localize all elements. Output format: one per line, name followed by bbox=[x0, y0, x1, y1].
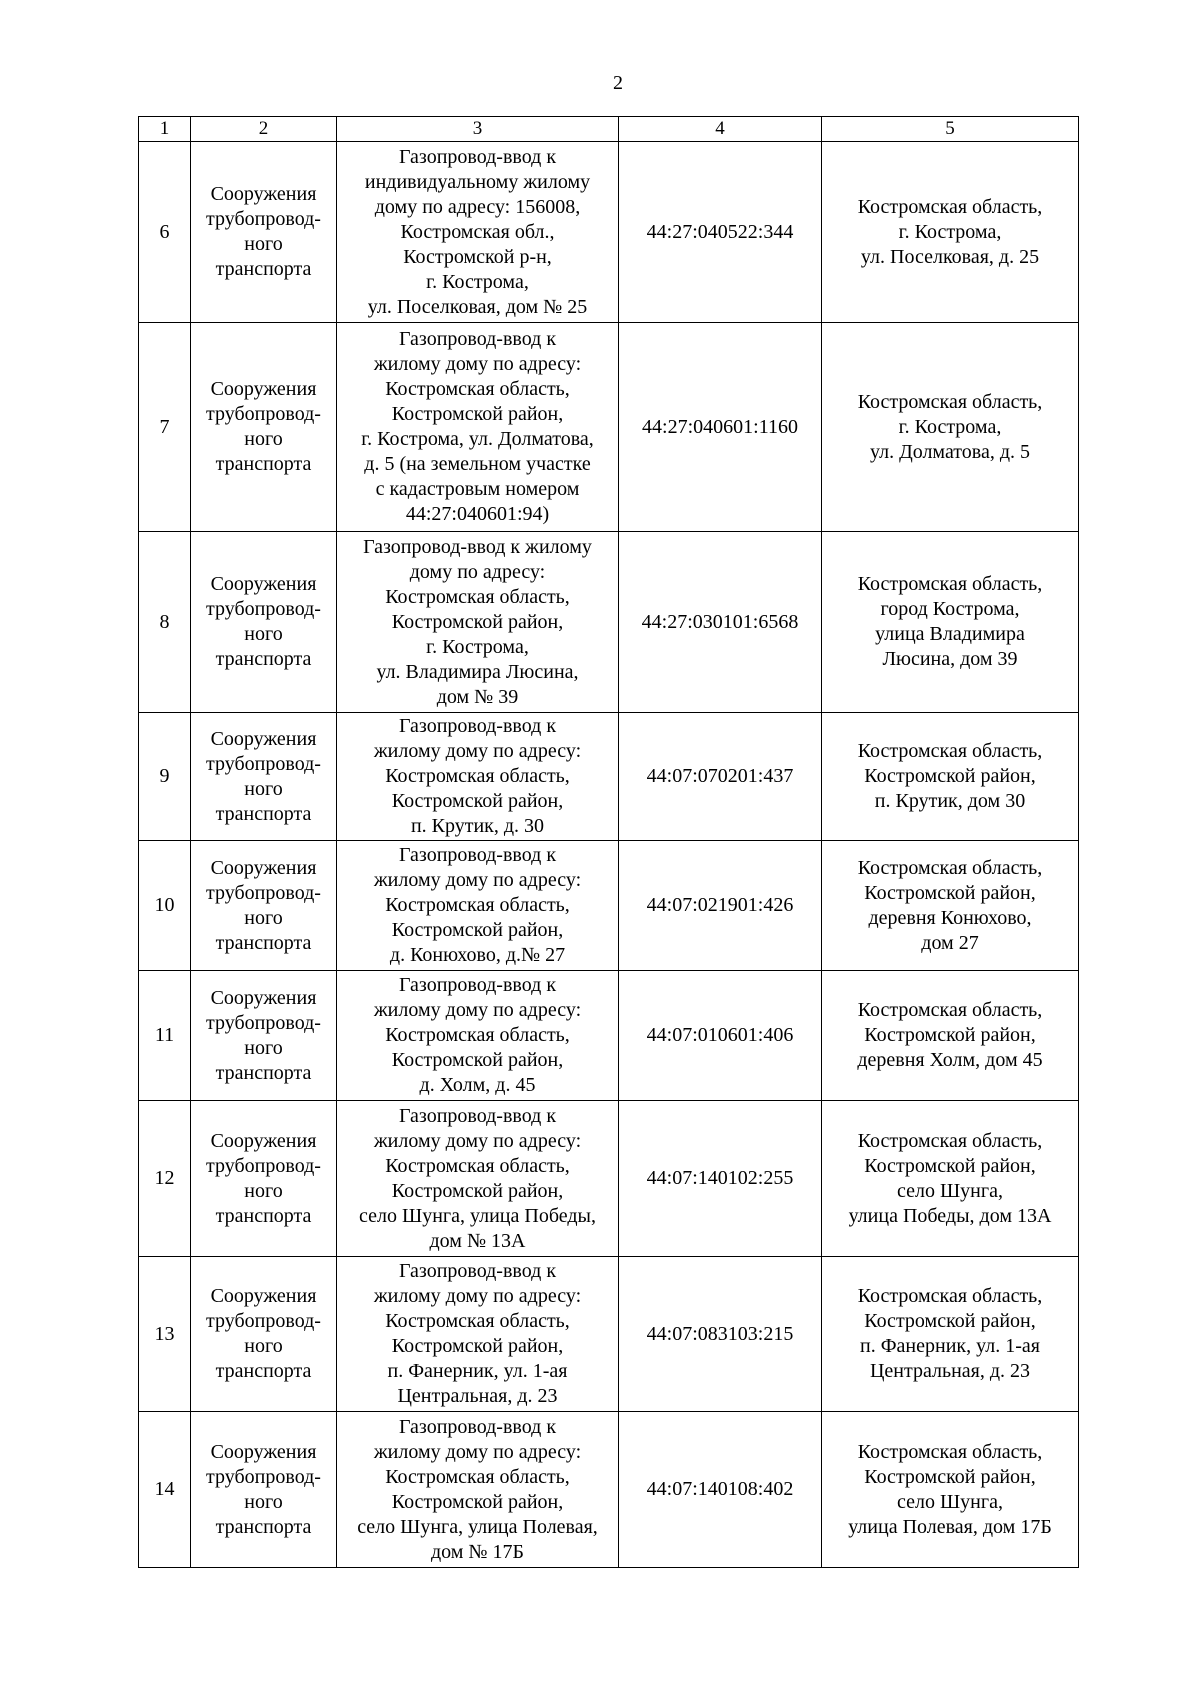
object-type: Сооружения трубопровод- ного транспорта bbox=[191, 971, 337, 1101]
table-row bbox=[139, 841, 1079, 971]
object-type: Сооружения трубопровод- ного транспорта bbox=[191, 323, 337, 532]
table-row bbox=[139, 713, 1079, 841]
object-description: Газопровод-ввод к жилому дому по адресу: Костромская область, Костромской район, село Шунга, улица Полевая, дом № 17Б bbox=[337, 1412, 619, 1568]
table-row bbox=[139, 323, 1079, 532]
row-number: 7 bbox=[139, 323, 191, 532]
object-address: Костромская область, Костромской район, деревня Конюхово, дом 27 bbox=[822, 841, 1079, 971]
table-row bbox=[139, 532, 1079, 713]
cadastral-number: 44:07:140102:255 bbox=[619, 1101, 822, 1257]
object-type: Сооружения трубопровод- ного транспорта bbox=[191, 841, 337, 971]
page-number: 2 bbox=[613, 72, 623, 94]
column-header-description: 3 bbox=[337, 117, 619, 142]
object-address: Костромская область, Костромской район, деревня Холм, дом 45 bbox=[822, 971, 1079, 1101]
object-address: Костромская область, Костромской район, село Шунга, улица Победы, дом 13А bbox=[822, 1101, 1079, 1257]
row-number: 14 bbox=[139, 1412, 191, 1568]
object-type: Сооружения трубопровод- ного транспорта bbox=[191, 713, 337, 841]
object-type: Сооружения трубопровод- ного транспорта bbox=[191, 1101, 337, 1257]
row-number: 6 bbox=[139, 142, 191, 323]
row-number: 11 bbox=[139, 971, 191, 1101]
header-row bbox=[139, 117, 1079, 142]
object-description: Газопровод-ввод к жилому дому по адресу: Костромская область, Костромской район, д. Конюхово, д.№ 27 bbox=[337, 841, 619, 971]
object-address: Костромская область, Костромской район, село Шунга, улица Полевая, дом 17Б bbox=[822, 1412, 1079, 1568]
object-address: Костромская область, Костромской район, п. Крутик, дом 30 bbox=[822, 713, 1079, 841]
object-description: Газопровод-ввод к жилому дому по адресу: Костромская область, Костромской район, п. Крутик, д. 30 bbox=[337, 713, 619, 841]
table-row bbox=[139, 1257, 1079, 1412]
row-number: 12 bbox=[139, 1101, 191, 1257]
column-header-cadastral: 4 bbox=[619, 117, 822, 142]
cadastral-number: 44:27:030101:6568 bbox=[619, 532, 822, 713]
object-description: Газопровод-ввод к жилому дому по адресу: Костромская область, Костромской район, село Шунга, улица Победы, дом № 13А bbox=[337, 1101, 619, 1257]
row-number: 9 bbox=[139, 713, 191, 841]
object-type: Сооружения трубопровод- ного транспорта bbox=[191, 1257, 337, 1412]
table-row bbox=[139, 1412, 1079, 1568]
table-row bbox=[139, 971, 1079, 1101]
object-address: Костромская область, г. Кострома, ул. Долматова, д. 5 bbox=[822, 323, 1079, 532]
object-description: Газопровод-ввод к жилому дому по адресу: Костромская область, Костромской район, д. Холм, д. 45 bbox=[337, 971, 619, 1101]
cadastral-number: 44:07:010601:406 bbox=[619, 971, 822, 1101]
column-header-number: 1 bbox=[139, 117, 191, 142]
table-body bbox=[139, 142, 1079, 1568]
object-address: Костромская область, г. Кострома, ул. Поселковая, д. 25 bbox=[822, 142, 1079, 323]
table-header bbox=[139, 117, 1079, 142]
column-header-type: 2 bbox=[191, 117, 337, 142]
registry-table bbox=[138, 116, 1079, 1568]
object-description: Газопровод-ввод к жилому дому по адресу: Костромская область, Костромской район, г. Кострома, ул. Долматова, д. 5 (на земельном участке с кадастровым номером 44:27:040601:94) bbox=[337, 323, 619, 532]
object-address: Костромская область, Костромской район, п. Фанерник, ул. 1-ая Центральная, д. 23 bbox=[822, 1257, 1079, 1412]
object-description: Газопровод-ввод к жилому дому по адресу: Костромская область, Костромской район, г. Кострома, ул. Владимира Люсина, дом № 39 bbox=[337, 532, 619, 713]
object-description: Газопровод-ввод к жилому дому по адресу: Костромская область, Костромской район, п. Фанерник, ул. 1-ая Центральная, д. 23 bbox=[337, 1257, 619, 1412]
cadastral-number: 44:07:070201:437 bbox=[619, 713, 822, 841]
cadastral-number: 44:07:021901:426 bbox=[619, 841, 822, 971]
row-number: 8 bbox=[139, 532, 191, 713]
table-row bbox=[139, 142, 1079, 323]
column-header-address: 5 bbox=[822, 117, 1079, 142]
table-row bbox=[139, 1101, 1079, 1257]
cadastral-number: 44:27:040601:1160 bbox=[619, 323, 822, 532]
object-description: Газопровод-ввод к индивидуальному жилому дому по адресу: 156008, Костромская обл., Костромской р-н, г. Кострома, ул. Поселковая, дом № 25 bbox=[337, 142, 619, 323]
cadastral-number: 44:27:040522:344 bbox=[619, 142, 822, 323]
cadastral-number: 44:07:083103:215 bbox=[619, 1257, 822, 1412]
object-type: Сооружения трубопровод- ного транспорта bbox=[191, 1412, 337, 1568]
cadastral-number: 44:07:140108:402 bbox=[619, 1412, 822, 1568]
row-number: 13 bbox=[139, 1257, 191, 1412]
object-type: Сооружения трубопровод- ного транспорта bbox=[191, 532, 337, 713]
row-number: 10 bbox=[139, 841, 191, 971]
object-type: Сооружения трубопровод- ного транспорта bbox=[191, 142, 337, 323]
object-address: Костромская область, город Кострома, улица Владимира Люсина, дом 39 bbox=[822, 532, 1079, 713]
